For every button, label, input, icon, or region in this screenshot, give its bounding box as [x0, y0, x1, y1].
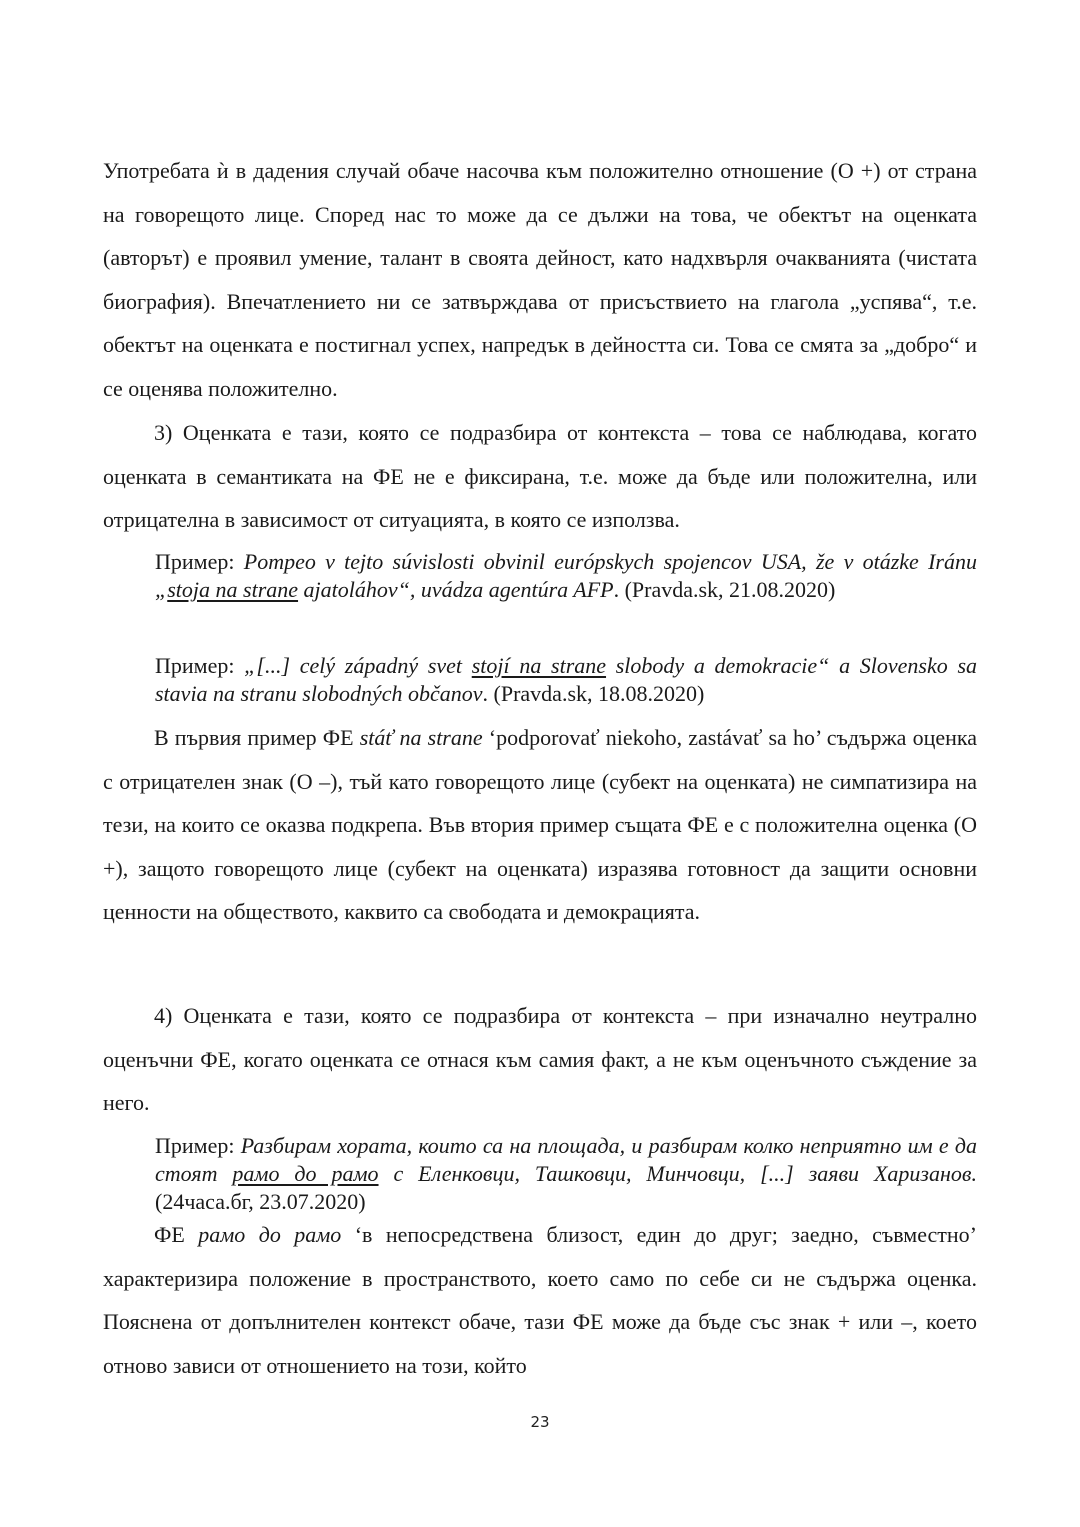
example-phrase-underlined: stoja na strane: [167, 577, 299, 602]
analysis-text-start: В първия пример ФЕ: [154, 725, 360, 750]
analysis-phrase-italic: stáť na strane: [359, 725, 483, 750]
example-label: Пример:: [155, 1133, 241, 1158]
paragraph-point-4: 4) Оценката е тази, която се подразбира от контекста – при изначално неутрално оценъчни ФЕ, когато оценката се отнася към самия факт, а не към оценъчното съждение за него.: [103, 1003, 977, 1115]
example-source: . (Pravda.sk, 21.08.2020): [613, 577, 836, 602]
example-2: [155, 652, 977, 708]
example-source: . (Pravda.sk, 18.08.2020): [482, 681, 705, 706]
final-paragraph: [103, 1213, 977, 1387]
paragraph-point-4-block: [103, 994, 977, 1125]
paragraph-point-3: 3) Оценката е тази, която се подразбира от контекста – това се наблюдава, когато оценката в семантиката на ФЕ не е фиксирана, т.е. може да бъде или положителна, или отрицателна в зависимост от ситуацията, в която се използва.: [103, 420, 977, 532]
example-quote-start: Pompeo v tejto súvislosti obvinil európskych spojencov USA, že v otázke Iránu „: [155, 549, 977, 602]
example-phrase-underlined: stojí na strane: [471, 653, 607, 678]
example-2-block: [103, 652, 977, 708]
analysis-paragraph-block: [103, 716, 977, 934]
example-phrase-underlined: рамо до рамо: [232, 1161, 379, 1186]
final-phrase-italic: рамо до рамо: [198, 1222, 342, 1247]
example-1-block: [103, 548, 977, 604]
paragraph-1: Употребата ѝ в дадения случай обаче насочва към положително отношение (О +) от страна на говорещото лице. Според нас то може да се дължи на това, че обектът на оценката (авторът) е проявил умение, талант в своята дейност, като надхвърля очакванията (чистата биография). Впечатлението ни се затвърждава от присъствието на глагола „успява“, т.е. обектът на оценката е постигнал успех, напредък в дейността си. Това се смята за „добро“ и се оценява положително.: [103, 158, 977, 401]
paragraph-continuation: [103, 149, 977, 410]
example-quote-end: ajatoláhov“, uvádza agentúra AFP: [298, 577, 614, 602]
example-3: [155, 1132, 977, 1216]
paragraph-point-3-block: [103, 411, 977, 542]
example-label: Пример:: [155, 653, 245, 678]
final-text-end: ‘в непосредствена близост, един до друг; заедно, съвместно’ характеризира положение в пространството, което само по себе си не съдържа оценка. Пояснена от допълнителен контекст обаче, тази ФЕ може да бъде със знак + или –, което отново зависи от отношението на този, който: [103, 1222, 977, 1378]
page-number: 23: [530, 1413, 550, 1431]
example-label: Пример:: [155, 549, 244, 574]
example-quote-end: slobody a demokracie“ a Slovensko sa stavia na stranu slobodných občanov: [155, 653, 978, 706]
example-source: (24часа.бг, 23.07.2020): [155, 1189, 366, 1214]
final-paragraph-block: [103, 1213, 977, 1387]
analysis-paragraph: [103, 716, 977, 934]
final-text-start: ФЕ: [154, 1222, 199, 1247]
example-quote-end: с Еленковци, Ташковци, Минчовци, [...] заяви Харизанов.: [378, 1161, 977, 1186]
example-3-block: [103, 1132, 977, 1216]
analysis-text-end: ‘podporovať niekoho, zastávať sa ho’ съдържа оценка с отрицателен знак (О –), тъй като говорещото лице (субект на оценката) не симпатизира на тези, на които се оказва подкрепа. Във втория пример същата ФЕ е с положителна оценка (О +), защото говорещото лице (субект на оценката) изразява готовност да защити основни ценности на обществото, каквито са свободата и демокрацията.: [103, 725, 978, 924]
example-quote-start: Разбирам хората, които са на площада, и разбирам колко неприятно им е да стоят: [155, 1133, 977, 1186]
example-1: [155, 548, 977, 604]
example-quote-start: „[...] celý západný svet: [244, 653, 472, 678]
